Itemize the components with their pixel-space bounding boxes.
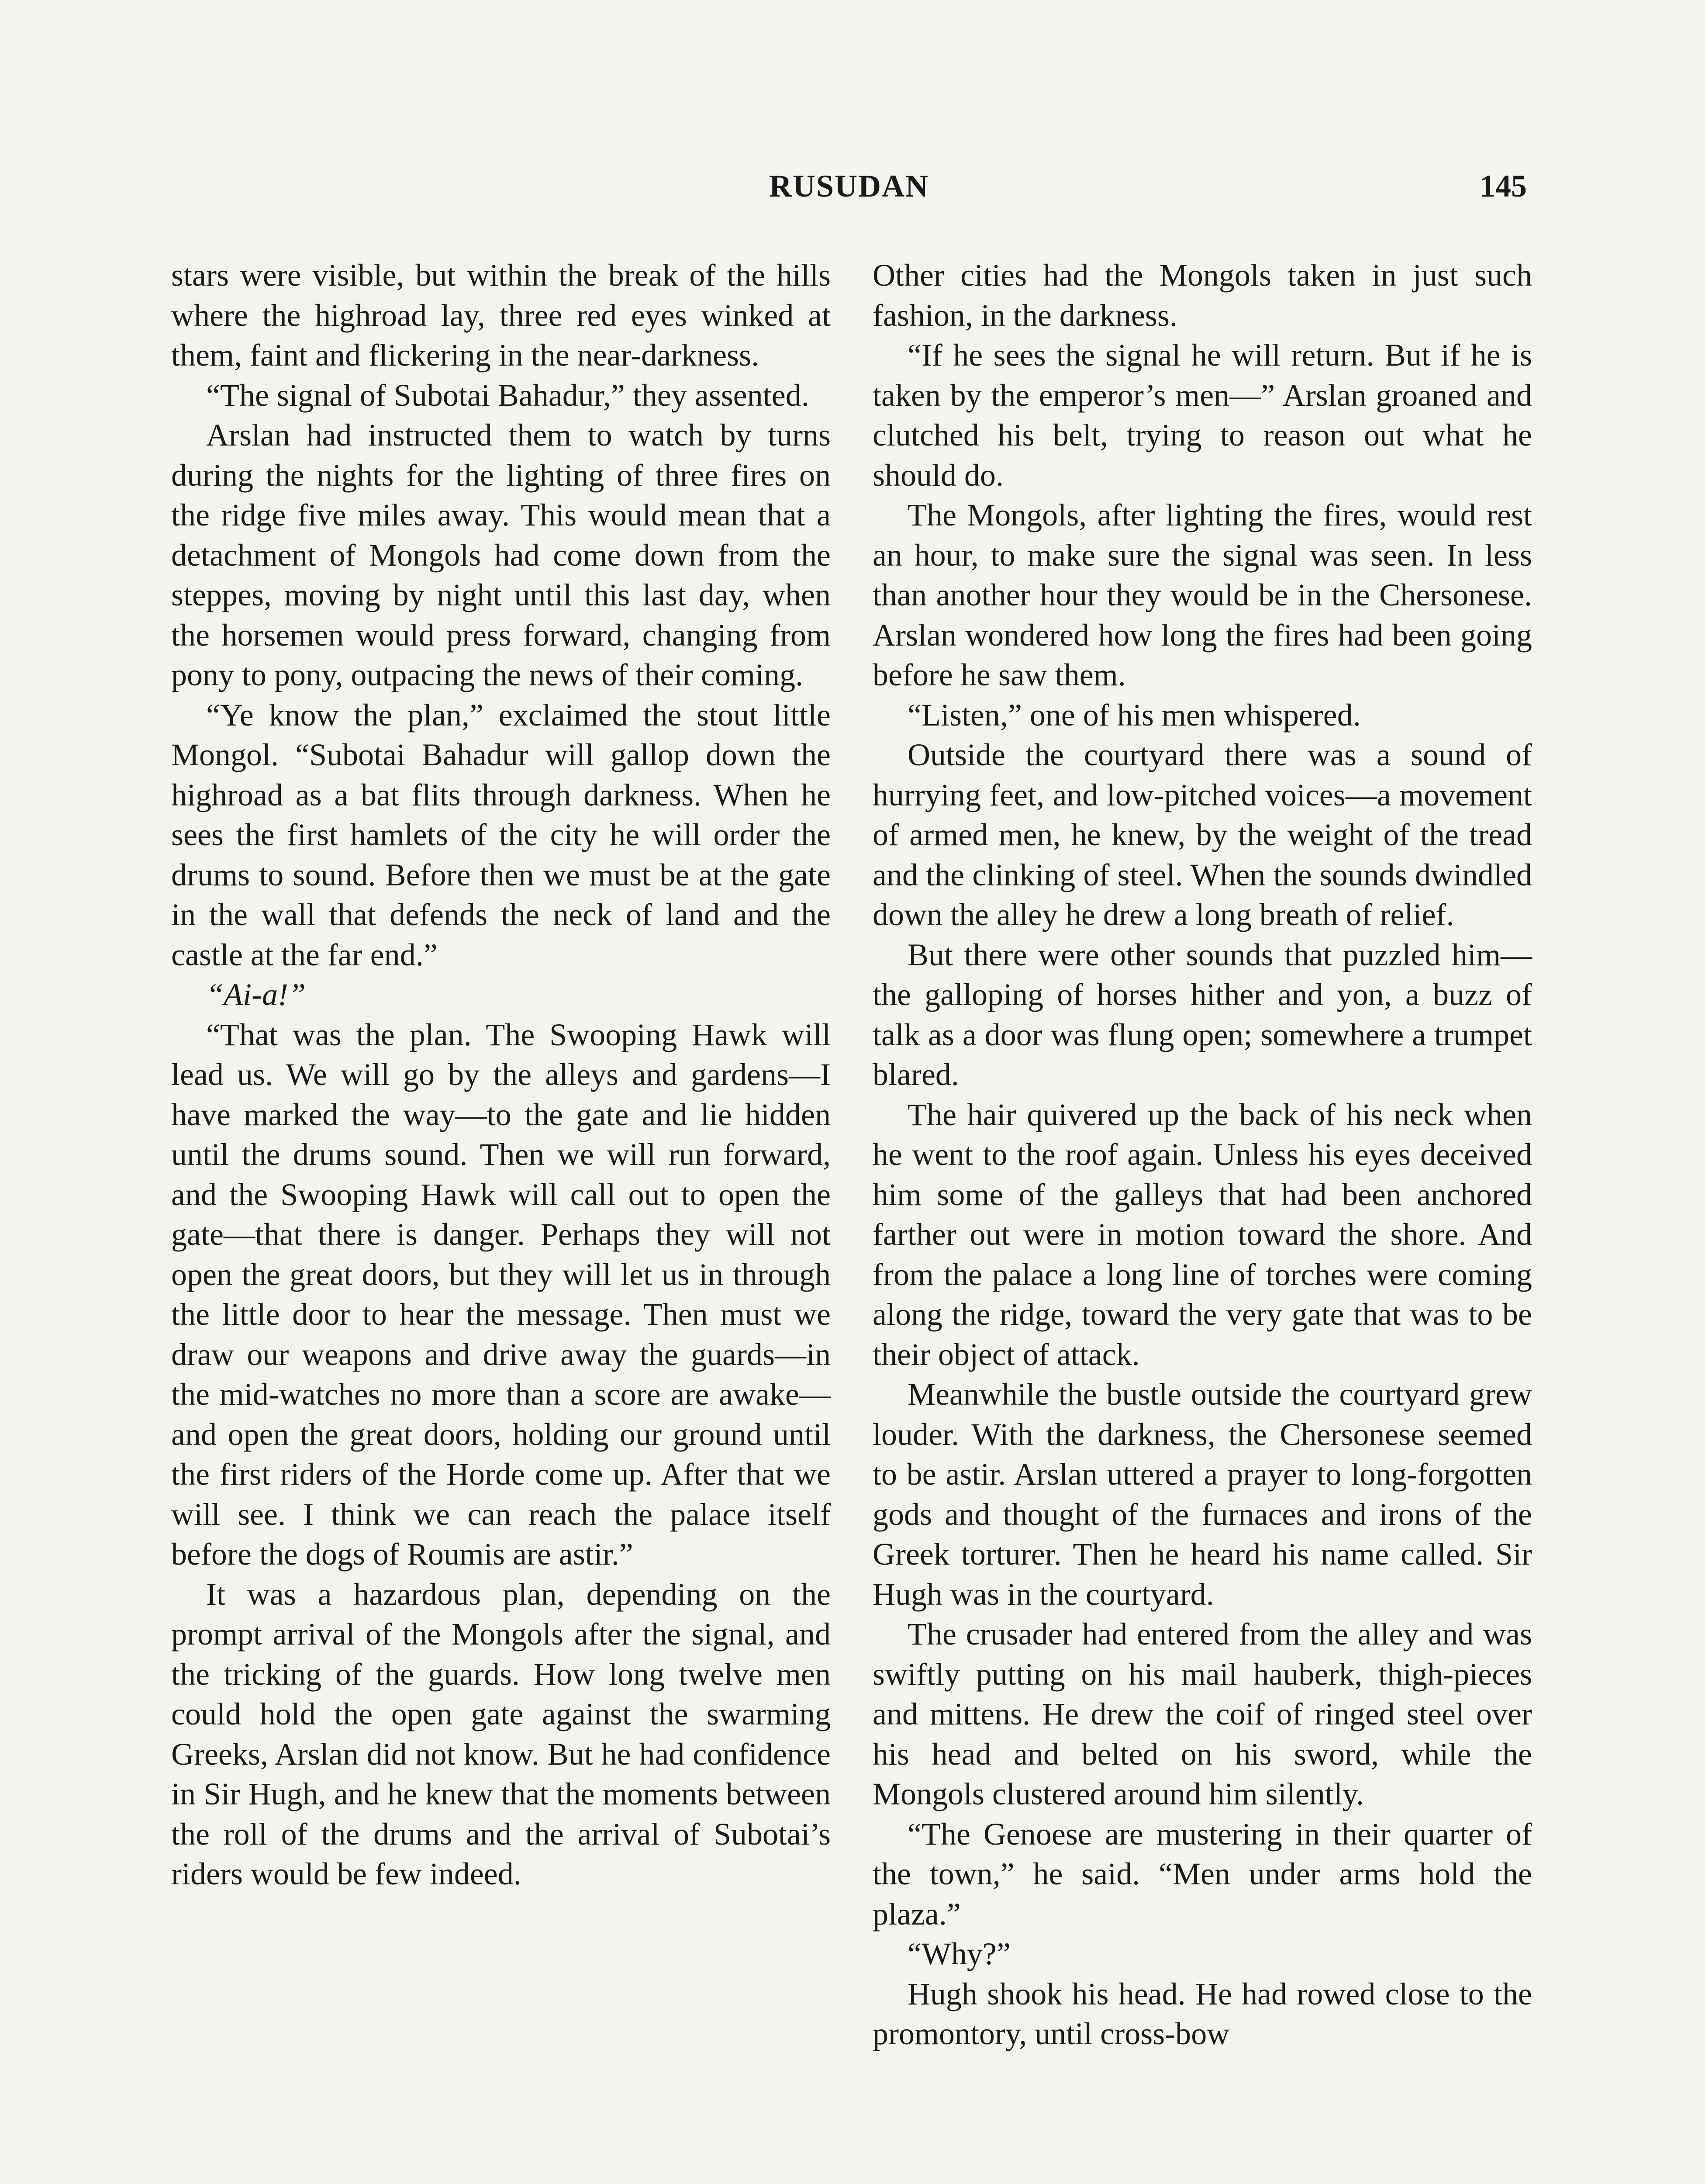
- paragraph: “That was the plan. The Swooping Hawk will lead us. We will go by the alleys and gardens—I have marked the way—to the gate and lie hidden until the drums sound. Then we will run forward, and the Swooping Hawk will call out to open the gate—that there is danger. Perhaps they will not open the great doors, but they will let us in through the little door to hear the message. Then must we draw our weapons and drive away the guards—in the mid-watches no more than a score are awake—and open the great doors, holding our ground until the first riders of the Horde come up. After that we will see. I think we can reach the palace itself before the dogs of Roumis are astir.”: [171, 1017, 831, 1572]
- right-column: [873, 256, 1532, 2054]
- running-title: RUSUDAN: [769, 169, 929, 204]
- page-number: 145: [1480, 169, 1527, 204]
- paragraph: It was a hazardous plan, depending on the prompt arrival of the Mongols after the signal, and the tricking of the guards. How long twelve men could hold the open gate against the swarming Greeks, Arslan did not know. But he had confidence in Sir Hugh, and he knew that the moments between the roll of the drums and the arrival of Subotai’s riders would be few indeed.: [171, 1576, 831, 1891]
- paragraph: Other cities had the Mongols taken in just such fashion, in the darkness.: [873, 258, 1532, 333]
- paragraph: The Mongols, after lighting the fires, would rest an hour, to make sure the signal was seen. In less than another hour they would be in the Chersonese. Arslan wondered how long the fires had been going before he saw them.: [873, 498, 1532, 692]
- paragraph: The crusader had entered from the alley and was swiftly putting on his mail hauberk, thigh-pieces and mittens. He drew the coif of ringed steel over his head and belted on his sword, while the Mongols clustered around him silently.: [873, 1617, 1532, 1811]
- paragraph: stars were visible, but within the break of the hills where the highroad lay, three red eyes winked at them, faint and flickering in the near-darkness.: [171, 258, 831, 373]
- paragraph: But there were other sounds that puzzled him—the galloping of horses hither and yon, a buzz of talk as a door was flung open; somewhere a trumpet blared.: [873, 937, 1532, 1092]
- paragraph: “If he sees the signal he will return. But if he is taken by the emperor’s men—” Arslan groaned and clutched his belt, trying to reason out what he should do.: [873, 338, 1532, 493]
- paragraph: Outside the courtyard there was a sound of hurrying feet, and low-pitched voices—a movement of armed men, he knew, by the weight of the tread and the clinking of steel. When the sounds dwindled down the alley he drew a long breath of relief.: [873, 737, 1532, 932]
- paragraph: Hugh shook his head. He had rowed close to the promontory, until cross-bow: [873, 1976, 1532, 2051]
- paragraph: The hair quivered up the back of his neck when he went to the roof again. Unless his eyes deceived him some of the galleys that had been anchored farther out were in motion toward the shore. And from the palace a long line of torches were coming along the ridge, toward the very gate that was to be their object of attack.: [873, 1097, 1532, 1372]
- paragraph: “Ai-a!”: [206, 977, 306, 1012]
- paragraph: “Why?”: [908, 1936, 1011, 1971]
- paragraph: “Listen,” one of his men whispered.: [908, 697, 1361, 733]
- running-head: [171, 168, 1527, 216]
- paragraph: “The Genoese are mustering in their quarter of the town,” he said. “Men under arms hold the plaza.”: [873, 1816, 1532, 1932]
- paragraph: Arslan had instructed them to watch by turns during the nights for the lighting of three fires on the ridge five miles away. This would mean that a detachment of Mongols had come down from the steppes, moving by night until this last day, when the horsemen would press forward, changing from pony to pony, outpacing the news of their coming.: [171, 418, 831, 692]
- paragraph: “Ye know the plan,” exclaimed the stout little Mongol. “Subotai Bahadur will gallop down the highroad as a bat flits through darkness. When he sees the first hamlets of the city he will order the drums to sound. Before then we must be at the gate in the wall that defends the neck of land and the castle at the far end.”: [171, 697, 831, 972]
- paragraph: “The signal of Subotai Bahadur,” they assented.: [206, 377, 809, 413]
- paragraph: Meanwhile the bustle outside the courtyard grew louder. With the darkness, the Chersonese seemed to be astir. Arslan uttered a prayer to long-forgotten gods and thought of the furnaces and irons of the Greek torturer. Then he heard his name called. Sir Hugh was in the courtyard.: [873, 1377, 1532, 1612]
- left-column: [171, 256, 831, 1894]
